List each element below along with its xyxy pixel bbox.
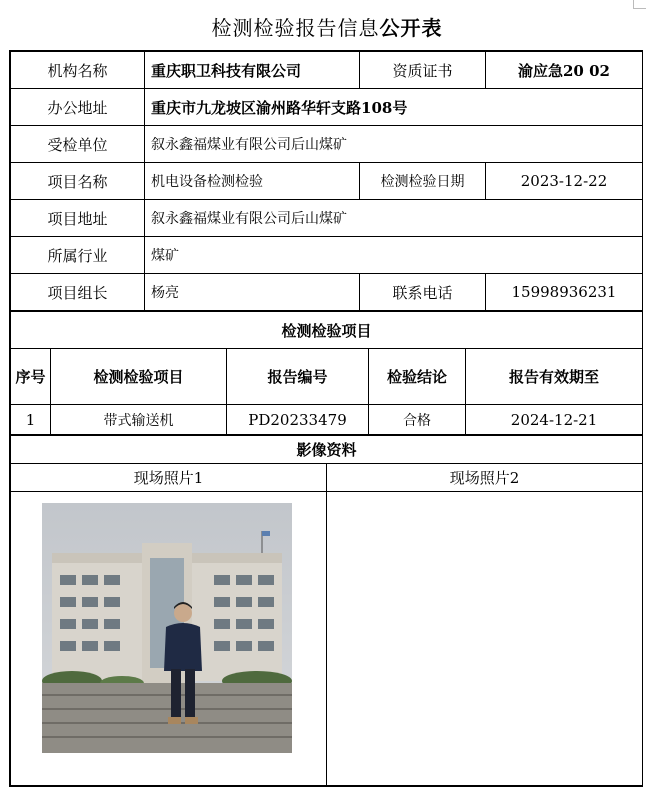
images-table <box>10 435 643 786</box>
industry-row <box>11 237 643 274</box>
col-header-report-no: 报告编号 <box>227 349 369 405</box>
col-header-valid-until: 报告有效期至 <box>466 349 643 405</box>
row-item: 带式输送机 <box>51 405 227 435</box>
items-header-row <box>11 349 643 405</box>
row-no: 1 <box>11 405 51 435</box>
org-label: 机构名称 <box>11 52 145 89</box>
inspected-value: 叙永鑫福煤业有限公司后山煤矿 <box>145 126 643 163</box>
phone-value: 15998936231 <box>486 274 643 311</box>
photo2-cell <box>327 492 643 786</box>
org-value: 重庆职卫科技有限公司 <box>145 52 360 89</box>
date-value: 2023-12-22 <box>486 163 643 200</box>
row-valid-until: 2024-12-21 <box>466 405 643 435</box>
cert-label: 资质证书 <box>360 52 486 89</box>
items-heading: 检测检验项目 <box>11 312 643 349</box>
site-photo-image <box>42 503 292 753</box>
date-label: 检测检验日期 <box>360 163 486 200</box>
phone-label: 联系电话 <box>360 274 486 311</box>
page-corner-mark <box>633 0 646 9</box>
cert-value: 渝应急20 02 <box>486 52 643 89</box>
leader-label: 项目组长 <box>11 274 145 311</box>
items-heading-row <box>11 312 643 349</box>
address-row <box>11 89 643 126</box>
row-report-no: PD20233479 <box>227 405 369 435</box>
items-table <box>10 311 643 435</box>
row-conclusion: 合格 <box>369 405 466 435</box>
title-normal: 检测检验报告信息 <box>211 16 380 40</box>
title-bold: 公开表 <box>379 16 443 40</box>
location-label: 项目地址 <box>11 200 145 237</box>
photo1-label: 现场照片1 <box>11 464 327 492</box>
table-row <box>11 405 643 435</box>
inspected-row <box>11 126 643 163</box>
photo-labels-row <box>11 464 643 492</box>
org-row <box>11 52 643 89</box>
industry-value: 煤矿 <box>145 237 643 274</box>
photos-row <box>11 492 643 786</box>
report-table-frame <box>9 50 643 787</box>
location-row <box>11 200 643 237</box>
col-header-item: 检测检验项目 <box>51 349 227 405</box>
project-value: 机电设备检测检验 <box>145 163 360 200</box>
leader-value: 杨亮 <box>145 274 360 311</box>
location-value: 叙永鑫福煤业有限公司后山煤矿 <box>145 200 643 237</box>
project-label: 项目名称 <box>11 163 145 200</box>
info-table <box>10 51 643 311</box>
col-header-no: 序号 <box>11 349 51 405</box>
photo2-label: 现场照片2 <box>327 464 643 492</box>
site-photo-1 <box>42 503 292 753</box>
inspected-label: 受检单位 <box>11 126 145 163</box>
address-value: 重庆市九龙坡区渝州路华轩支路108号 <box>145 89 643 126</box>
project-row <box>11 163 643 200</box>
col-header-conclusion: 检验结论 <box>369 349 466 405</box>
leader-row <box>11 274 643 311</box>
address-label: 办公地址 <box>11 89 145 126</box>
images-heading: 影像资料 <box>11 436 643 464</box>
photo1-cell <box>11 492 327 786</box>
industry-label: 所属行业 <box>11 237 145 274</box>
images-heading-row <box>11 436 643 464</box>
page-title <box>0 12 654 41</box>
